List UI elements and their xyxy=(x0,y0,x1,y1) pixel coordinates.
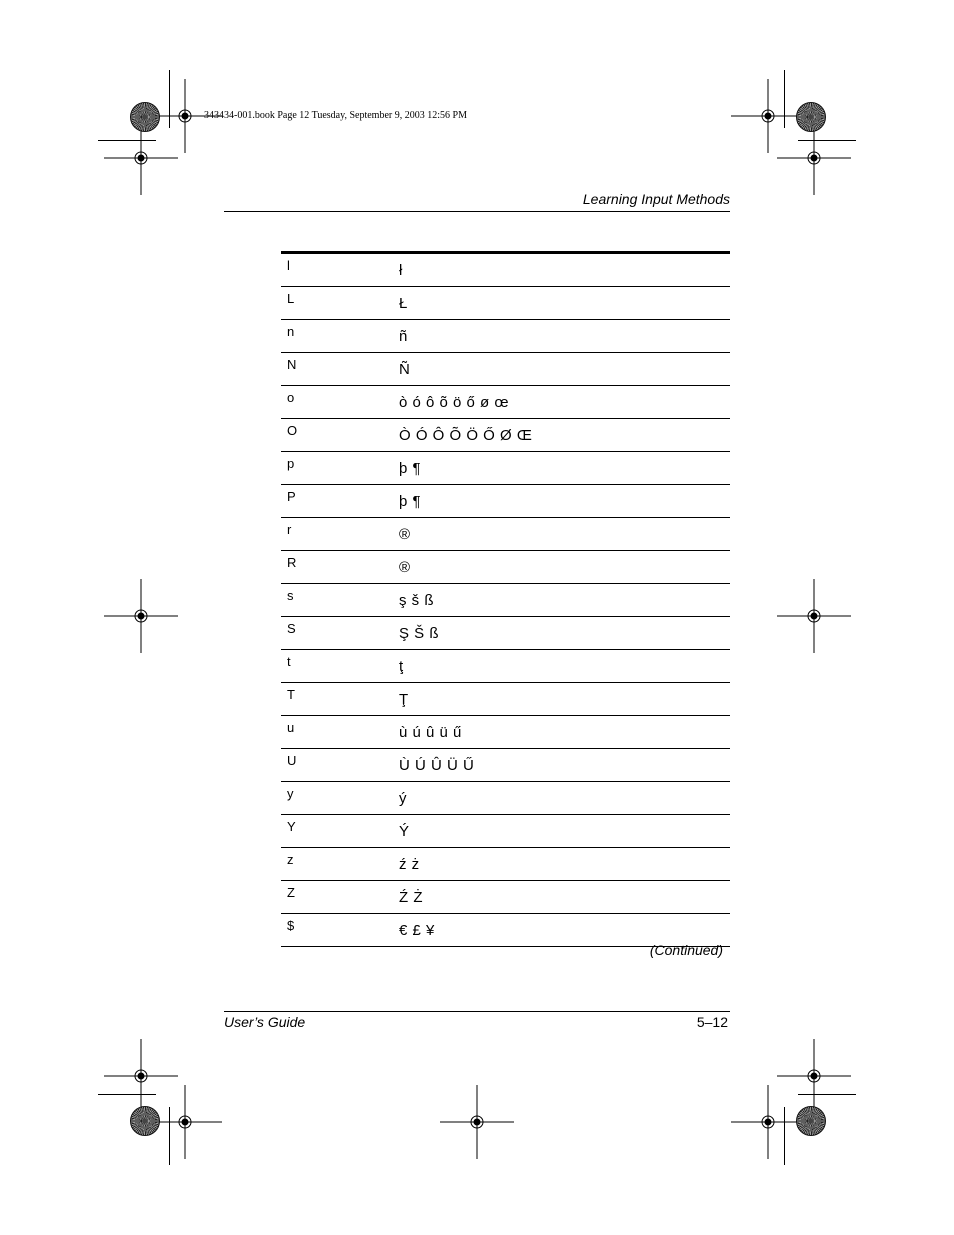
table-row xyxy=(281,881,730,914)
footer-rule xyxy=(224,1011,730,1012)
key-cell: O xyxy=(287,423,298,438)
characters-cell: ù ú û ü ű xyxy=(399,724,462,741)
characters-cell: ź ż xyxy=(399,856,420,873)
characters-cell: Ý xyxy=(399,823,410,840)
color-bar-star-icon xyxy=(796,102,826,132)
characters-cell: þ ¶ xyxy=(399,493,422,510)
characters-cell: Ñ xyxy=(399,361,411,378)
key-cell: N xyxy=(287,357,297,372)
key-cell: R xyxy=(287,555,297,570)
key-cell: r xyxy=(287,522,292,537)
color-bar-star-icon xyxy=(796,1106,826,1136)
key-cell: P xyxy=(287,489,296,504)
key-cell: Z xyxy=(287,885,295,900)
key-cell: t xyxy=(287,654,291,669)
characters-cell: € £ ¥ xyxy=(399,922,435,939)
characters-cell: ş š ß xyxy=(399,592,434,609)
character-table xyxy=(281,251,730,947)
header-rule xyxy=(224,211,730,212)
color-bar-star-icon xyxy=(130,1106,160,1136)
running-head: Learning Input Methods xyxy=(582,191,730,207)
characters-cell: ñ xyxy=(399,328,408,345)
key-cell: U xyxy=(287,753,297,768)
key-cell: S xyxy=(287,621,296,636)
table-row xyxy=(281,320,730,353)
key-cell: L xyxy=(287,291,295,306)
characters-cell: Ł xyxy=(399,295,408,312)
table-row xyxy=(281,617,730,650)
characters-cell: ý xyxy=(399,790,407,807)
table-row xyxy=(281,716,730,749)
key-cell: p xyxy=(287,456,295,471)
key-cell: n xyxy=(287,324,295,339)
table-row xyxy=(281,551,730,584)
table-row xyxy=(281,518,730,551)
print-slug: 343434-001.book Page 12 Tuesday, September 9, 2003 12:56 PM xyxy=(204,110,467,121)
continued-note: (Continued) xyxy=(649,942,723,958)
characters-cell: ® xyxy=(399,559,411,576)
table-row xyxy=(281,452,730,485)
color-bar-star-icon xyxy=(130,102,160,132)
key-cell: o xyxy=(287,390,295,405)
characters-cell: Ţ xyxy=(399,691,409,708)
table-row xyxy=(281,650,730,683)
table-row xyxy=(281,287,730,320)
table-row xyxy=(281,353,730,386)
characters-cell: Ź Ż xyxy=(399,889,423,906)
key-cell: z xyxy=(287,852,294,867)
key-cell: $ xyxy=(287,918,295,933)
footer-title: User’s Guide xyxy=(224,1014,306,1030)
table-row xyxy=(281,683,730,716)
characters-cell: ţ xyxy=(399,658,404,675)
key-cell: l xyxy=(287,258,290,273)
table-row xyxy=(281,386,730,419)
table-row xyxy=(281,584,730,617)
characters-cell: Ù Ú Û Ü Ű xyxy=(399,757,475,774)
table-row xyxy=(281,749,730,782)
table-row xyxy=(281,815,730,848)
characters-cell: ł xyxy=(399,262,403,279)
page-number: 5–12 xyxy=(696,1014,728,1030)
characters-cell: þ ¶ xyxy=(399,460,422,477)
table-row xyxy=(281,782,730,815)
key-cell: y xyxy=(287,786,294,801)
table-row xyxy=(281,419,730,452)
key-cell: s xyxy=(287,588,294,603)
key-cell: u xyxy=(287,720,295,735)
key-cell: Y xyxy=(287,819,296,834)
characters-cell: Ò Ó Ô Õ Ö Ő Ø Œ xyxy=(399,427,533,444)
table-row xyxy=(281,485,730,518)
characters-cell: ò ó ô õ ö ő ø œ xyxy=(399,394,510,411)
characters-cell: ® xyxy=(399,526,411,543)
key-cell: T xyxy=(287,687,295,702)
table-body xyxy=(281,254,730,947)
characters-cell: Ş Š ß xyxy=(399,625,440,642)
table-row xyxy=(281,848,730,881)
table-row xyxy=(281,254,730,287)
